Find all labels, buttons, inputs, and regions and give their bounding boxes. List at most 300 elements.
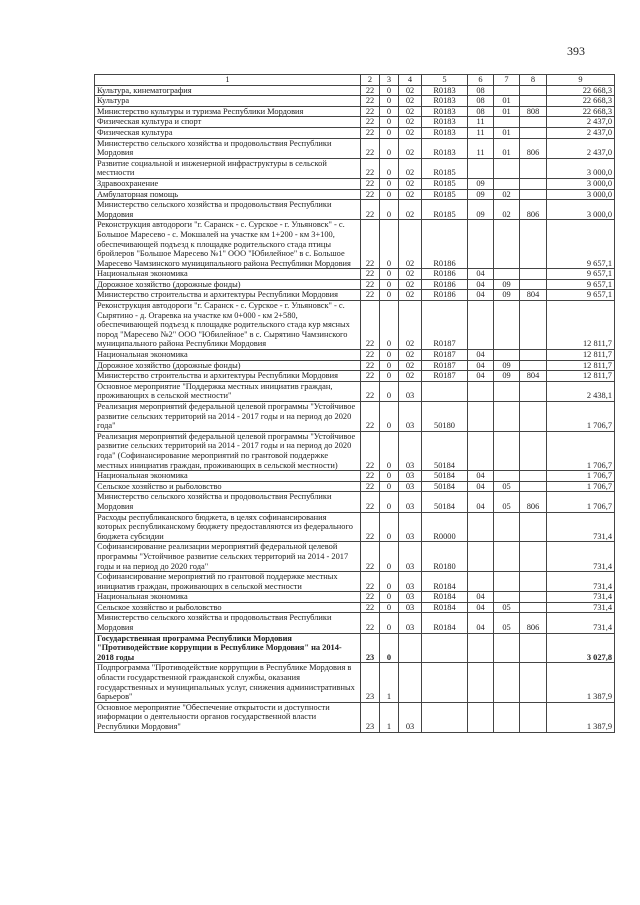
code-cell	[494, 512, 520, 542]
code-cell: 04	[468, 269, 494, 280]
code-cell: 0	[380, 200, 399, 220]
code-cell	[520, 431, 547, 470]
table-row	[95, 301, 615, 350]
amount-cell: 731,4	[547, 613, 615, 633]
code-cell	[494, 471, 520, 482]
code-cell: 0	[380, 381, 399, 401]
row-name-cell: Министерство строительства и архитектуры Республики Мордовия	[95, 290, 361, 301]
code-cell: 806	[520, 138, 547, 158]
code-cell: 03	[399, 481, 422, 492]
code-cell	[468, 381, 494, 401]
code-cell: 02	[399, 117, 422, 128]
code-cell	[494, 85, 520, 96]
code-cell: 0	[380, 189, 399, 200]
code-cell: 22	[361, 431, 380, 470]
code-cell: 04	[468, 592, 494, 603]
amount-cell: 9 657,1	[547, 220, 615, 269]
code-cell: 02	[494, 200, 520, 220]
code-cell	[422, 381, 468, 401]
code-cell: R0183	[422, 138, 468, 158]
code-cell: 22	[361, 158, 380, 178]
amount-cell: 9 657,1	[547, 290, 615, 301]
row-name-cell: Софинансирование реализации мероприятий федеральной целевой программы "Устойчивое развитие сельских территорий на 2014 - 2017 годы и на период до 2020 года"	[95, 542, 361, 572]
amount-cell: 2 437,0	[547, 127, 615, 138]
code-cell: 02	[399, 138, 422, 158]
code-cell	[422, 633, 468, 663]
header-cell: 4	[399, 75, 422, 86]
row-name-cell: Физическая культура и спорт	[95, 117, 361, 128]
amount-cell: 731,4	[547, 542, 615, 572]
code-cell: 22	[361, 220, 380, 269]
code-cell: R0185	[422, 189, 468, 200]
code-cell: 01	[494, 138, 520, 158]
code-cell	[468, 512, 494, 542]
code-cell: 0	[380, 269, 399, 280]
header-row	[95, 75, 615, 86]
code-cell	[468, 572, 494, 592]
code-cell: 03	[399, 512, 422, 542]
code-cell: 1	[380, 702, 399, 732]
code-cell: 04	[468, 350, 494, 361]
code-cell: 22	[361, 572, 380, 592]
code-cell: 08	[468, 96, 494, 107]
amount-cell: 1 706,7	[547, 492, 615, 512]
code-cell: 0	[380, 301, 399, 350]
table-row	[95, 106, 615, 117]
code-cell	[494, 381, 520, 401]
code-cell: 02	[399, 158, 422, 178]
code-cell: 22	[361, 279, 380, 290]
row-name-cell: Подпрограмма "Противодействие коррупции в Республике Мордовия в области государственной гражданской службы, оказания государственных и муниципальных услуг, снижения административных барьеров"	[95, 663, 361, 702]
code-cell	[494, 402, 520, 432]
code-cell: 0	[380, 106, 399, 117]
code-cell: 22	[361, 269, 380, 280]
code-cell: 0	[380, 492, 399, 512]
code-cell: 04	[468, 371, 494, 382]
amount-cell: 731,4	[547, 572, 615, 592]
code-cell	[494, 158, 520, 178]
table-row	[95, 138, 615, 158]
code-cell: R0186	[422, 220, 468, 269]
code-cell: 50184	[422, 431, 468, 470]
table-row	[95, 96, 615, 107]
code-cell: 0	[380, 138, 399, 158]
code-cell: 02	[399, 279, 422, 290]
code-cell: 0	[380, 572, 399, 592]
code-cell: R0183	[422, 85, 468, 96]
code-cell	[520, 663, 547, 702]
code-cell: 03	[399, 613, 422, 633]
code-cell: R0184	[422, 613, 468, 633]
row-name-cell: Национальная экономика	[95, 471, 361, 482]
table-row	[95, 350, 615, 361]
code-cell: R0187	[422, 371, 468, 382]
code-cell: 02	[399, 350, 422, 361]
code-cell	[520, 402, 547, 432]
code-cell: 02	[399, 106, 422, 117]
table-row	[95, 542, 615, 572]
code-cell	[468, 542, 494, 572]
row-name-cell: Реконструкция автодороги "г. Саранск - с. Сурское - г. Ульяновск" - с. Сырятино - д. Огаревка на участке км 0+000 - км 2+580, обеспечивающей подъезд к площадке родительского стада кур мясных пород "Маресево №2" ООО "Юбилейное" в с. Сырятино Чамзинского муниципального района Республики Мордовия	[95, 301, 361, 350]
row-name-cell: Дорожное хозяйство (дорожные фонды)	[95, 360, 361, 371]
code-cell: R0185	[422, 200, 468, 220]
amount-cell: 3 000,0	[547, 200, 615, 220]
table-row	[95, 663, 615, 702]
code-cell: R0185	[422, 178, 468, 189]
code-cell: 03	[399, 402, 422, 432]
header-cell: 7	[494, 75, 520, 86]
code-cell	[468, 301, 494, 350]
budget-table	[94, 74, 615, 733]
code-cell	[520, 481, 547, 492]
code-cell	[520, 158, 547, 178]
table-row	[95, 189, 615, 200]
code-cell	[520, 178, 547, 189]
code-cell	[468, 431, 494, 470]
code-cell: 0	[380, 633, 399, 663]
code-cell: 22	[361, 96, 380, 107]
code-cell: 02	[399, 301, 422, 350]
code-cell	[494, 572, 520, 592]
row-name-cell: Сельское хозяйство и рыболовство	[95, 602, 361, 613]
code-cell: 22	[361, 492, 380, 512]
table-row	[95, 178, 615, 189]
code-cell	[494, 220, 520, 269]
code-cell: 02	[399, 290, 422, 301]
code-cell: R0187	[422, 360, 468, 371]
code-cell	[494, 301, 520, 350]
code-cell: 0	[380, 371, 399, 382]
code-cell: 03	[399, 492, 422, 512]
code-cell	[468, 158, 494, 178]
code-cell: R0183	[422, 106, 468, 117]
code-cell: 05	[494, 492, 520, 512]
code-cell: 1	[380, 663, 399, 702]
table-row	[95, 431, 615, 470]
amount-cell: 3 000,0	[547, 189, 615, 200]
amount-cell: 22 668,3	[547, 85, 615, 96]
code-cell: 09	[468, 178, 494, 189]
code-cell: 0	[380, 360, 399, 371]
code-cell: 11	[468, 138, 494, 158]
code-cell: 22	[361, 200, 380, 220]
code-cell	[468, 220, 494, 269]
code-cell: 50184	[422, 471, 468, 482]
code-cell	[520, 269, 547, 280]
code-cell: R0185	[422, 158, 468, 178]
code-cell: 04	[468, 492, 494, 512]
code-cell	[520, 602, 547, 613]
code-cell: 0	[380, 602, 399, 613]
table-row	[95, 633, 615, 663]
table-body	[95, 85, 615, 732]
code-cell: 09	[494, 279, 520, 290]
code-cell: 22	[361, 138, 380, 158]
code-cell: 804	[520, 371, 547, 382]
row-name-cell: Министерство культуры и туризма Республики Мордовия	[95, 106, 361, 117]
amount-cell: 1 706,7	[547, 402, 615, 432]
header-cell: 8	[520, 75, 547, 86]
code-cell: 0	[380, 279, 399, 290]
header-cell: 9	[547, 75, 615, 86]
code-cell: 05	[494, 602, 520, 613]
code-cell: 01	[494, 127, 520, 138]
code-cell	[520, 117, 547, 128]
code-cell: 11	[468, 127, 494, 138]
code-cell: 0	[380, 512, 399, 542]
code-cell: 01	[494, 106, 520, 117]
code-cell: 09	[468, 189, 494, 200]
table-row	[95, 220, 615, 269]
code-cell: 02	[399, 178, 422, 189]
code-cell: 0	[380, 592, 399, 603]
code-cell: R0184	[422, 572, 468, 592]
code-cell: 02	[399, 189, 422, 200]
code-cell	[520, 96, 547, 107]
row-name-cell: Реализация мероприятий федеральной целевой программы "Устойчивое развитие сельских территорий на 2014 - 2017 годы и на период до 2020 года"	[95, 402, 361, 432]
code-cell	[520, 301, 547, 350]
code-cell: 04	[468, 360, 494, 371]
code-cell	[520, 350, 547, 361]
code-cell: 09	[494, 290, 520, 301]
table-row	[95, 613, 615, 633]
code-cell: 11	[468, 117, 494, 128]
row-name-cell: Здравоохранение	[95, 178, 361, 189]
code-cell: 22	[361, 290, 380, 301]
code-cell: R0184	[422, 592, 468, 603]
code-cell: 22	[361, 512, 380, 542]
amount-cell: 2 437,0	[547, 138, 615, 158]
row-name-cell: Расходы республиканского бюджета, в целях софинансирования которых республиканскому бюджету предоставляются из федерального бюджета субсидии	[95, 512, 361, 542]
code-cell: 22	[361, 371, 380, 382]
code-cell: 04	[468, 602, 494, 613]
code-cell: 09	[494, 360, 520, 371]
code-cell: 806	[520, 613, 547, 633]
amount-cell: 12 811,7	[547, 301, 615, 350]
code-cell	[468, 702, 494, 732]
code-cell	[494, 431, 520, 470]
table-row	[95, 602, 615, 613]
code-cell	[520, 127, 547, 138]
code-cell	[494, 542, 520, 572]
amount-cell: 1 706,7	[547, 431, 615, 470]
code-cell	[494, 178, 520, 189]
code-cell: 02	[399, 371, 422, 382]
header-cell: 3	[380, 75, 399, 86]
code-cell: 08	[468, 106, 494, 117]
code-cell: 0	[380, 402, 399, 432]
code-cell: R0186	[422, 269, 468, 280]
table-row	[95, 127, 615, 138]
code-cell: 0	[380, 96, 399, 107]
row-name-cell: Основное мероприятие "Обеспечение открытости и доступности информации о деятельности органов государственной власти Республики Мордовия"	[95, 702, 361, 732]
code-cell: 22	[361, 85, 380, 96]
code-cell: 50180	[422, 402, 468, 432]
code-cell	[520, 572, 547, 592]
code-cell: 806	[520, 200, 547, 220]
code-cell: R0187	[422, 350, 468, 361]
row-name-cell: Реконструкция автодороги "г. Саранск - с. Сурское - г. Ульяновск" - с. Большое Маресево - с. Мокшалей на участке км 1+200 - км 3+100, обеспечивающей подъезд к площадке родительского стада птицы бройлеров "Большое Маресево №1" ООО "Юбилейное" в с. Большое Маресево Чамзинского муниципального района Республики Мордовия	[95, 220, 361, 269]
header-cell: 6	[468, 75, 494, 86]
table-row	[95, 572, 615, 592]
table-row	[95, 471, 615, 482]
code-cell: 22	[361, 602, 380, 613]
code-cell: 23	[361, 633, 380, 663]
code-cell: 05	[494, 613, 520, 633]
code-cell: 22	[361, 360, 380, 371]
table-row	[95, 371, 615, 382]
table-row	[95, 402, 615, 432]
amount-cell: 22 668,3	[547, 96, 615, 107]
code-cell: R0183	[422, 117, 468, 128]
code-cell: 22	[361, 350, 380, 361]
code-cell: 0	[380, 471, 399, 482]
code-cell: 03	[399, 592, 422, 603]
code-cell: 0	[380, 127, 399, 138]
row-name-cell: Амбулаторная помощь	[95, 189, 361, 200]
code-cell: 22	[361, 117, 380, 128]
code-cell	[422, 702, 468, 732]
code-cell: 22	[361, 178, 380, 189]
row-name-cell: Сельское хозяйство и рыболовство	[95, 481, 361, 492]
code-cell: 804	[520, 290, 547, 301]
code-cell: 0	[380, 178, 399, 189]
code-cell: 0	[380, 481, 399, 492]
code-cell: 03	[399, 702, 422, 732]
row-name-cell: Дорожное хозяйство (дорожные фонды)	[95, 279, 361, 290]
row-name-cell: Национальная экономика	[95, 269, 361, 280]
amount-cell: 12 811,7	[547, 371, 615, 382]
code-cell: 22	[361, 542, 380, 572]
amount-cell: 12 811,7	[547, 350, 615, 361]
code-cell: 806	[520, 492, 547, 512]
code-cell: R0183	[422, 96, 468, 107]
code-cell	[468, 633, 494, 663]
code-cell	[520, 381, 547, 401]
amount-cell: 2 437,0	[547, 117, 615, 128]
code-cell: 03	[399, 602, 422, 613]
code-cell: 03	[399, 381, 422, 401]
amount-cell: 22 668,3	[547, 106, 615, 117]
code-cell	[468, 402, 494, 432]
amount-cell: 3 027,8	[547, 633, 615, 663]
code-cell: 04	[468, 613, 494, 633]
code-cell	[520, 471, 547, 482]
header-cell: 5	[422, 75, 468, 86]
amount-cell: 1 387,9	[547, 702, 615, 732]
row-name-cell: Развитие социальной и инженерной инфраструктуры в сельской местности	[95, 158, 361, 178]
code-cell	[399, 663, 422, 702]
code-cell: R0180	[422, 542, 468, 572]
code-cell: 02	[399, 269, 422, 280]
code-cell: 22	[361, 127, 380, 138]
code-cell: 02	[399, 85, 422, 96]
code-cell: 22	[361, 592, 380, 603]
table-row	[95, 360, 615, 371]
code-cell	[520, 189, 547, 200]
row-name-cell: Культура, кинематография	[95, 85, 361, 96]
code-cell: 04	[468, 290, 494, 301]
table-row	[95, 481, 615, 492]
code-cell: 0	[380, 613, 399, 633]
amount-cell: 731,4	[547, 512, 615, 542]
row-name-cell: Софинансирование мероприятий по грантовой поддержке местных инициатив граждан, проживающих в сельской местности	[95, 572, 361, 592]
code-cell: 0	[380, 431, 399, 470]
code-cell: R0000	[422, 512, 468, 542]
code-cell	[520, 512, 547, 542]
table-row	[95, 512, 615, 542]
code-cell: 0	[380, 290, 399, 301]
code-cell: 02	[494, 189, 520, 200]
code-cell: 50184	[422, 492, 468, 512]
amount-cell: 9 657,1	[547, 269, 615, 280]
code-cell	[494, 592, 520, 603]
row-name-cell: Реализация мероприятий федеральной целевой программы "Устойчивое развитие сельских территорий на 2014 - 2017 годы и на период до 2020 года" (Софинансирование мероприятий по грантовой поддержке местных инициатив граждан, проживающих в сельской местности)	[95, 431, 361, 470]
amount-cell: 2 438,1	[547, 381, 615, 401]
code-cell	[494, 663, 520, 702]
row-name-cell: Национальная экономика	[95, 350, 361, 361]
code-cell: 22	[361, 189, 380, 200]
amount-cell: 731,4	[547, 602, 615, 613]
code-cell: 808	[520, 106, 547, 117]
code-cell	[494, 269, 520, 280]
row-name-cell: Министерство сельского хозяйства и продовольствия Республики Мордовия	[95, 492, 361, 512]
code-cell	[468, 663, 494, 702]
code-cell: 0	[380, 85, 399, 96]
code-cell	[520, 542, 547, 572]
code-cell: 02	[399, 220, 422, 269]
code-cell: 22	[361, 613, 380, 633]
code-cell	[494, 350, 520, 361]
code-cell: 23	[361, 663, 380, 702]
table-row	[95, 290, 615, 301]
row-name-cell: Министерство сельского хозяйства и продовольствия Республики Мордовия	[95, 138, 361, 158]
row-name-cell: Государственная программа Республики Мордовия "Противодействие коррупции в Республике Мордовия" на 2014-2018 годы	[95, 633, 361, 663]
code-cell: 22	[361, 106, 380, 117]
code-cell: 03	[399, 431, 422, 470]
row-name-cell: Основное мероприятие "Поддержка местных инициатив граждан, проживающих в сельской местности"	[95, 381, 361, 401]
header-cell: 1	[95, 75, 361, 86]
code-cell	[520, 85, 547, 96]
amount-cell: 1 706,7	[547, 471, 615, 482]
code-cell: 0	[380, 542, 399, 572]
code-cell: R0183	[422, 127, 468, 138]
code-cell: 09	[468, 200, 494, 220]
table-row	[95, 269, 615, 280]
code-cell	[494, 117, 520, 128]
code-cell: 03	[399, 471, 422, 482]
header-cell: 2	[361, 75, 380, 86]
code-cell	[520, 360, 547, 371]
code-cell: 05	[494, 481, 520, 492]
code-cell: 22	[361, 381, 380, 401]
amount-cell: 3 000,0	[547, 178, 615, 189]
amount-cell: 1 387,9	[547, 663, 615, 702]
table-row	[95, 592, 615, 603]
row-name-cell: Министерство строительства и архитектуры Республики Мордовия	[95, 371, 361, 382]
code-cell: 08	[468, 85, 494, 96]
code-cell: 02	[399, 127, 422, 138]
code-cell: 02	[399, 200, 422, 220]
row-name-cell: Министерство сельского хозяйства и продовольствия Республики Мордовия	[95, 613, 361, 633]
code-cell	[520, 633, 547, 663]
amount-cell: 731,4	[547, 592, 615, 603]
code-cell: 22	[361, 402, 380, 432]
amount-cell: 1 706,7	[547, 481, 615, 492]
table-row	[95, 117, 615, 128]
code-cell: 04	[468, 279, 494, 290]
code-cell: 03	[399, 572, 422, 592]
